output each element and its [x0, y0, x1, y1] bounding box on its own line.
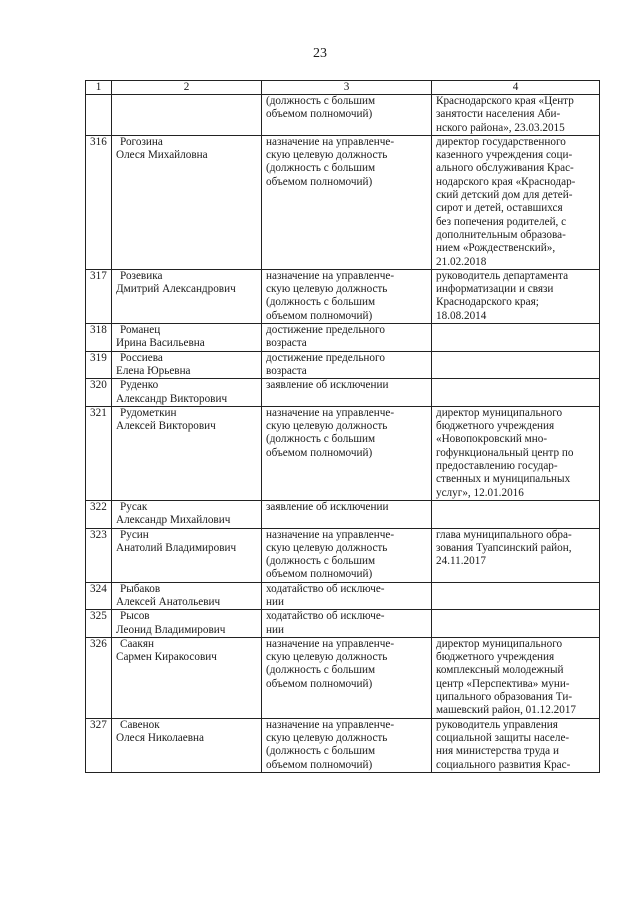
- person-surname: Романец: [120, 324, 161, 337]
- column-header-basis: 3: [262, 81, 432, 95]
- person-name-cell: [112, 406, 262, 500]
- new-position: руководитель управления социальной защиты населе- ния министерства труда и социального развития Крас-: [432, 718, 600, 772]
- person-surname: Саакян: [120, 637, 154, 650]
- person-name-cell: [112, 324, 262, 352]
- row-number: 321: [86, 406, 112, 500]
- new-position: глава муниципального обра- зования Туапсинский район, 24.11.2017: [432, 528, 600, 582]
- person-given-name: Анатолий Владимирович: [116, 541, 237, 554]
- column-header-num: 1: [86, 81, 112, 95]
- person-given-name: Александр Михайлович: [116, 514, 231, 527]
- exclusion-basis: назначение на управленче- скую целевую должность (должность с большим объемом полномочий): [262, 528, 432, 582]
- new-position: [432, 324, 600, 352]
- table-body: [86, 81, 600, 773]
- new-position: Краснодарского края «Центр занятости населения Аби- нского района», 23.03.2015: [432, 95, 600, 136]
- person-given-name: Дмитрий Александрович: [116, 283, 236, 296]
- row-number: 323: [86, 528, 112, 582]
- row-number: 320: [86, 379, 112, 407]
- new-position: [432, 351, 600, 379]
- exclusion-basis: ходатайство об исключе- нии: [262, 610, 432, 638]
- person-given-name: Леонид Владимирович: [116, 623, 226, 636]
- person-surname: Руденко: [120, 379, 159, 392]
- new-position: руководитель департамента информатизации и связи Краснодарского края; 18.08.2014: [432, 269, 600, 323]
- table-row: [86, 95, 600, 136]
- person-surname: Рудометкин: [120, 406, 177, 419]
- row-number: 317: [86, 269, 112, 323]
- person-given-name: Алексей Викторович: [116, 420, 216, 433]
- table-row: [86, 582, 600, 610]
- person-name-cell: [112, 351, 262, 379]
- person-surname: Русак: [120, 500, 148, 513]
- table-row: [86, 324, 600, 352]
- person-name-cell: [112, 637, 262, 718]
- row-number: 322: [86, 500, 112, 528]
- person-list-table: [85, 80, 600, 773]
- new-position: [432, 610, 600, 638]
- exclusion-basis: достижение предельного возраста: [262, 351, 432, 379]
- person-given-name: Ирина Васильевна: [116, 337, 205, 350]
- row-number: 318: [86, 324, 112, 352]
- person-given-name: Алексей Анатольевич: [116, 595, 221, 608]
- new-position: [432, 500, 600, 528]
- exclusion-basis: (должность с большим объемом полномочий): [262, 95, 432, 136]
- new-position: [432, 379, 600, 407]
- exclusion-basis: назначение на управленче- скую целевую должность (должность с большим объемом полномочий): [262, 135, 432, 269]
- column-header-position: 4: [432, 81, 600, 95]
- exclusion-basis: назначение на управленче- скую целевую должность (должность с большим объемом полномочий): [262, 718, 432, 772]
- person-given-name: Олеся Михайловна: [116, 149, 208, 162]
- exclusion-basis: достижение предельного возраста: [262, 324, 432, 352]
- table-row: [86, 718, 600, 772]
- page-number: 23: [313, 46, 327, 61]
- person-name-cell: [112, 718, 262, 772]
- exclusion-basis: ходатайство об исключе- нии: [262, 582, 432, 610]
- table-row: [86, 351, 600, 379]
- table-row: [86, 610, 600, 638]
- person-surname: Рыбаков: [120, 582, 161, 595]
- person-surname: Русин: [120, 528, 149, 541]
- person-name-cell: [112, 379, 262, 407]
- row-number: 324: [86, 582, 112, 610]
- person-surname: Рысов: [120, 610, 150, 623]
- table-row: [86, 269, 600, 323]
- table-row: [86, 135, 600, 269]
- table-row: [86, 528, 600, 582]
- column-header-name: 2: [112, 81, 262, 95]
- person-surname: Рогозина: [120, 135, 163, 148]
- person-name-cell: [112, 95, 262, 136]
- exclusion-basis: назначение на управленче- скую целевую должность (должность с большим объемом полномочий): [262, 406, 432, 500]
- person-given-name: Александр Викторович: [116, 392, 228, 405]
- table-row: [86, 379, 600, 407]
- person-name-cell: [112, 500, 262, 528]
- table-row: [86, 637, 600, 718]
- exclusion-basis: назначение на управленче- скую целевую должность (должность с большим объемом полномочий): [262, 637, 432, 718]
- person-name-cell: [112, 528, 262, 582]
- person-given-name: Елена Юрьевна: [116, 364, 191, 377]
- new-position: директор государственного казенного учреждения соци- ального обслуживания Крас- нодарского края «Краснодар- ский детский дом для детей- сирот и детей, оставшихся без попечения родителей, с дополнительным образова- нием «Рождественский», 21.02.2018: [432, 135, 600, 269]
- person-given-name: Сармен Киракосович: [116, 651, 217, 664]
- new-position: директор муниципального бюджетного учреждения «Новопокровский мно- гофункциональный центр по предоставлению государ- ственных и муниципальных услуг», 12.01.2016: [432, 406, 600, 500]
- row-number: 316: [86, 135, 112, 269]
- person-given-name: Олеся Николаевна: [116, 731, 204, 744]
- person-name-cell: [112, 582, 262, 610]
- exclusion-basis: назначение на управленче- скую целевую должность (должность с большим объемом полномочий): [262, 269, 432, 323]
- row-number: 325: [86, 610, 112, 638]
- row-number: [86, 95, 112, 136]
- person-surname: Розевика: [120, 269, 163, 282]
- person-surname: Савенок: [120, 718, 160, 731]
- exclusion-basis: заявление об исключении: [262, 500, 432, 528]
- row-number: 319: [86, 351, 112, 379]
- row-number: 326: [86, 637, 112, 718]
- table-row: [86, 500, 600, 528]
- table-row: [86, 406, 600, 500]
- column-header-row: [86, 81, 600, 95]
- new-position: [432, 582, 600, 610]
- person-name-cell: [112, 269, 262, 323]
- person-surname: Россиева: [120, 351, 163, 364]
- person-name-cell: [112, 135, 262, 269]
- new-position: директор муниципального бюджетного учреждения комплексный молодежный центр «Перспектива» муни- ципального образования Ти- машевский район, 01.12.2017: [432, 637, 600, 718]
- row-number: 327: [86, 718, 112, 772]
- person-name-cell: [112, 610, 262, 638]
- exclusion-basis: заявление об исключении: [262, 379, 432, 407]
